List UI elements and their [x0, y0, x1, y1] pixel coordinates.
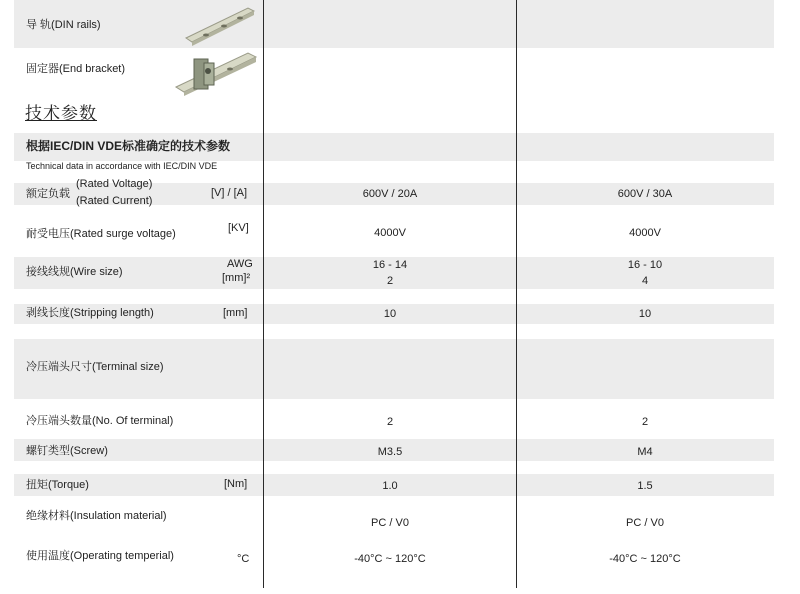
torque-label: 扭矩(Torque): [26, 479, 89, 491]
din-rails-label: 导 轨(DIN rails): [26, 19, 101, 31]
screw-value-1: M3.5: [377, 446, 403, 458]
rated-load-value-1: 600V / 20A: [362, 188, 418, 200]
temperature-label: 使用温度(Operating temperial): [26, 550, 174, 562]
din-rail-image: [184, 2, 256, 48]
torque-value-2: 1.5: [637, 480, 653, 492]
wire-size-unit-mm2: [mm]²: [222, 272, 251, 284]
terminal-count-label: 冷压端头数量(No. Of terminal): [26, 415, 174, 427]
surge-voltage-label: 耐受电压(Rated surge voltage): [26, 228, 176, 240]
terminal-count-value-1: 2: [386, 416, 394, 428]
temperature-value-2: -40°C ~ 120°C: [609, 553, 681, 565]
rated-load-unit: [V] / [A]: [211, 187, 248, 199]
stripping-length-label: 剥线长度(Stripping length): [26, 307, 154, 319]
screw-value-2: M4: [637, 446, 653, 458]
rated-load-label-zh: 额定负载: [26, 188, 70, 200]
surge-voltage-value-2: 4000V: [629, 227, 661, 239]
stripping-length-value-1: 10: [383, 308, 397, 320]
wire-size-awg-2: 16 - 10: [627, 259, 663, 271]
end-bracket-image: [172, 45, 258, 97]
surge-voltage-unit: [KV]: [228, 222, 249, 234]
rated-current-label: (Rated Current): [76, 195, 153, 207]
standard-subtitle: Technical data in accordance with IEC/DIN VDE: [26, 161, 218, 171]
insulation-value-2: PC / V0: [626, 517, 664, 529]
column-divider-1: [263, 0, 264, 588]
wire-size-label: 接线线规(Wire size): [26, 266, 123, 278]
insulation-value-1: PC / V0: [371, 517, 409, 529]
stripping-length-value-2: 10: [638, 308, 652, 320]
standard-title: 根据IEC/DIN VDE标准确定的技术参数: [26, 139, 231, 153]
surge-voltage-value-1: 4000V: [374, 227, 406, 239]
end-bracket-label: 固定器(End bracket): [26, 63, 126, 75]
torque-value-1: 1.0: [382, 480, 398, 492]
terminal-count-value-2: 2: [641, 416, 649, 428]
wire-size-awg-1: 16 - 14: [372, 259, 408, 271]
stripping-length-unit: [mm]: [223, 307, 248, 319]
screw-label: 螺钉类型(Screw): [26, 445, 108, 457]
rated-voltage-label: (Rated Voltage): [76, 178, 153, 190]
torque-unit: [Nm]: [224, 478, 248, 490]
insulation-label: 绝缘材料(Insulation material): [26, 510, 167, 522]
section-title: 技术参数: [25, 104, 97, 123]
rated-load-value-2: 600V / 30A: [617, 188, 673, 200]
wire-size-mm2-2: 4: [641, 275, 649, 287]
wire-size-mm2-1: 2: [386, 275, 394, 287]
temperature-unit: °C: [237, 553, 250, 565]
temperature-value-1: -40°C ~ 120°C: [354, 553, 426, 565]
band-din-rails: [14, 0, 774, 48]
terminal-size-label: 冷压端头尺寸(Terminal size): [26, 361, 164, 373]
column-divider-2: [516, 0, 517, 588]
wire-size-unit-awg: AWG: [227, 258, 253, 270]
